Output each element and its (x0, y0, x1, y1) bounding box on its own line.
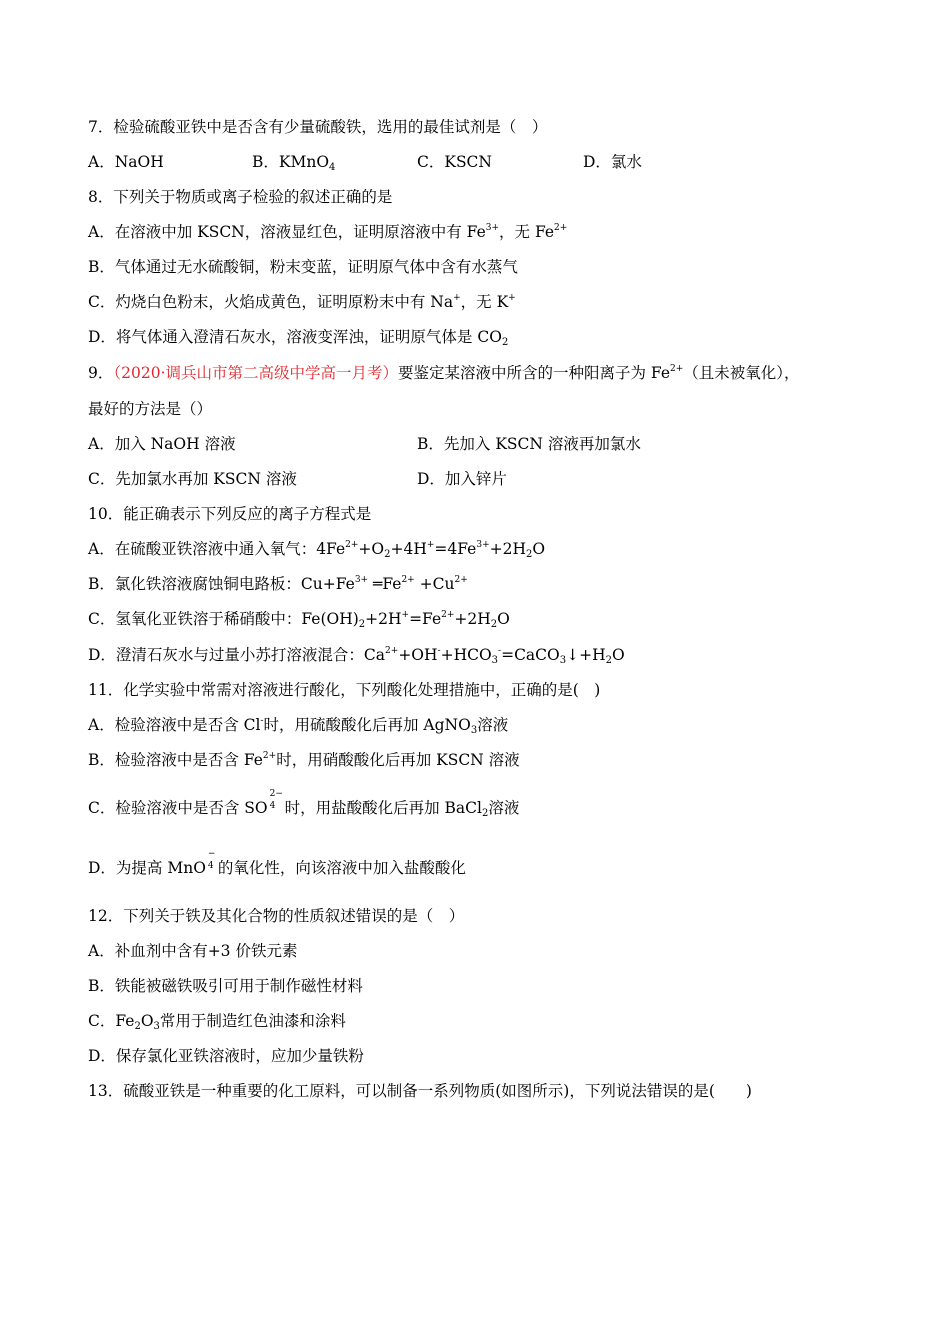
q11-option-c: C．检验溶液中是否含 SO 2− 4 时，用盐酸酸化后再加 BaCl$_2$溶液 (88, 789, 520, 819)
q13-stem: 13．硫酸亚铁是一种重要的化工原料，可以制备一系列物质(如图所示)，下列说法错误的是( ) (88, 1082, 752, 1100)
q7-option-d: D．氯水 (583, 153, 642, 171)
q10-option-b: B．氯化铁溶液腐蚀铜电路板：$Cu+Fe^{3+}$ $═Fe^{2+} +Cu^{2+}$ (88, 575, 468, 593)
permanganate-charge: − 4 (207, 849, 216, 871)
q9-stem-line2: 最好的方法是（） (88, 400, 213, 418)
q8-option-a: A．在溶液中加 KSCN，溶液显红色，证明原溶液中有 $Fe^{3+}$，无 $Fe^{2+}$ (88, 223, 568, 241)
q12-stem: 12．下列关于铁及其化合物的性质叙述错误的是（ ） (88, 907, 465, 925)
sulfate-charge: 2− 4 (269, 789, 283, 811)
q9-option-c: C．先加氯水再加 KSCN 溶液 (88, 470, 297, 488)
q7-option-a: A．NaOH (88, 153, 164, 171)
q7-option-c: C．KSCN (417, 153, 492, 171)
q9-stem: 9．（2020·调兵山市第二高级中学高一月考）要鉴定某溶液中所含的一种阳离子为 $Fe^{2+}$（且未被氧化）， (88, 364, 800, 382)
q11-option-a: A．检验溶液中是否含 Cl-时，用硫酸酸化后再加 AgNO$_3$溶液 (88, 716, 509, 736)
q9-source: （2020·调兵山市第二高级中学高一月考） (113, 364, 398, 382)
q7-stem: 7．检验硫酸亚铁中是否含有少量硫酸铁，选用的最佳试剂是（ ） (88, 118, 548, 136)
q12-option-c: C．$Fe_2O_3$常用于制造红色油漆和涂料 (88, 1012, 346, 1032)
q10-option-d: D．澄清石灰水与过量小苏打溶液混合：$Ca^{2+}+OH^-+HCO_3^-=CaCO_3↓+H_2O$ (88, 646, 625, 666)
q8-option-d: D．将气体通入澄清石灰水，溶液变浑浊，证明原气体是 $CO_2$ (88, 328, 509, 348)
q10-option-a: A．在硫酸亚铁溶液中通入氧气：$4Fe^{2+}+O_2+4H^+=4Fe^{3+}+2H_2O$ (88, 540, 546, 560)
q12-option-b: B．铁能被磁铁吸引可用于制作磁性材料 (88, 977, 363, 995)
q9-option-d: D．加入锌片 (417, 470, 507, 488)
q12-option-a: A．补血剂中含有+3 价铁元素 (88, 942, 298, 960)
q8-option-c: C．灼烧白色粉末，火焰成黄色，证明原粉末中有 Na+，无 K+ (88, 293, 516, 311)
q10-option-c: C．氢氧化亚铁溶于稀硝酸中：$Fe(OH)_2+2H^+=Fe^{2+}+2H_2O$ (88, 610, 510, 630)
q7-option-b: B．KMnO$_4$ (252, 153, 336, 173)
q12-option-d: D．保存氯化亚铁溶液时，应加少量铁粉 (88, 1047, 364, 1065)
q11-option-d: D．为提高 MnO − 4 的氧化性，向该溶液中加入盐酸酸化 (88, 849, 466, 877)
q11-stem: 11．化学实验中常需对溶液进行酸化，下列酸化处理措施中，正确的是( ) (88, 681, 601, 699)
q10-stem: 10．能正确表示下列反应的离子方程式是 (88, 505, 372, 523)
q9-option-a: A．加入 NaOH 溶液 (88, 435, 236, 453)
q8-stem: 8．下列关于物质或离子检验的叙述正确的是 (88, 188, 393, 206)
q8-option-b: B．气体通过无水硫酸铜，粉末变蓝，证明原气体中含有水蒸气 (88, 258, 518, 276)
q9-option-b: B．先加入 KSCN 溶液再加氯水 (417, 435, 641, 453)
q11-option-b: B．检验溶液中是否含 $Fe^{2+}$时，用硝酸酸化后再加 KSCN 溶液 (88, 751, 520, 769)
